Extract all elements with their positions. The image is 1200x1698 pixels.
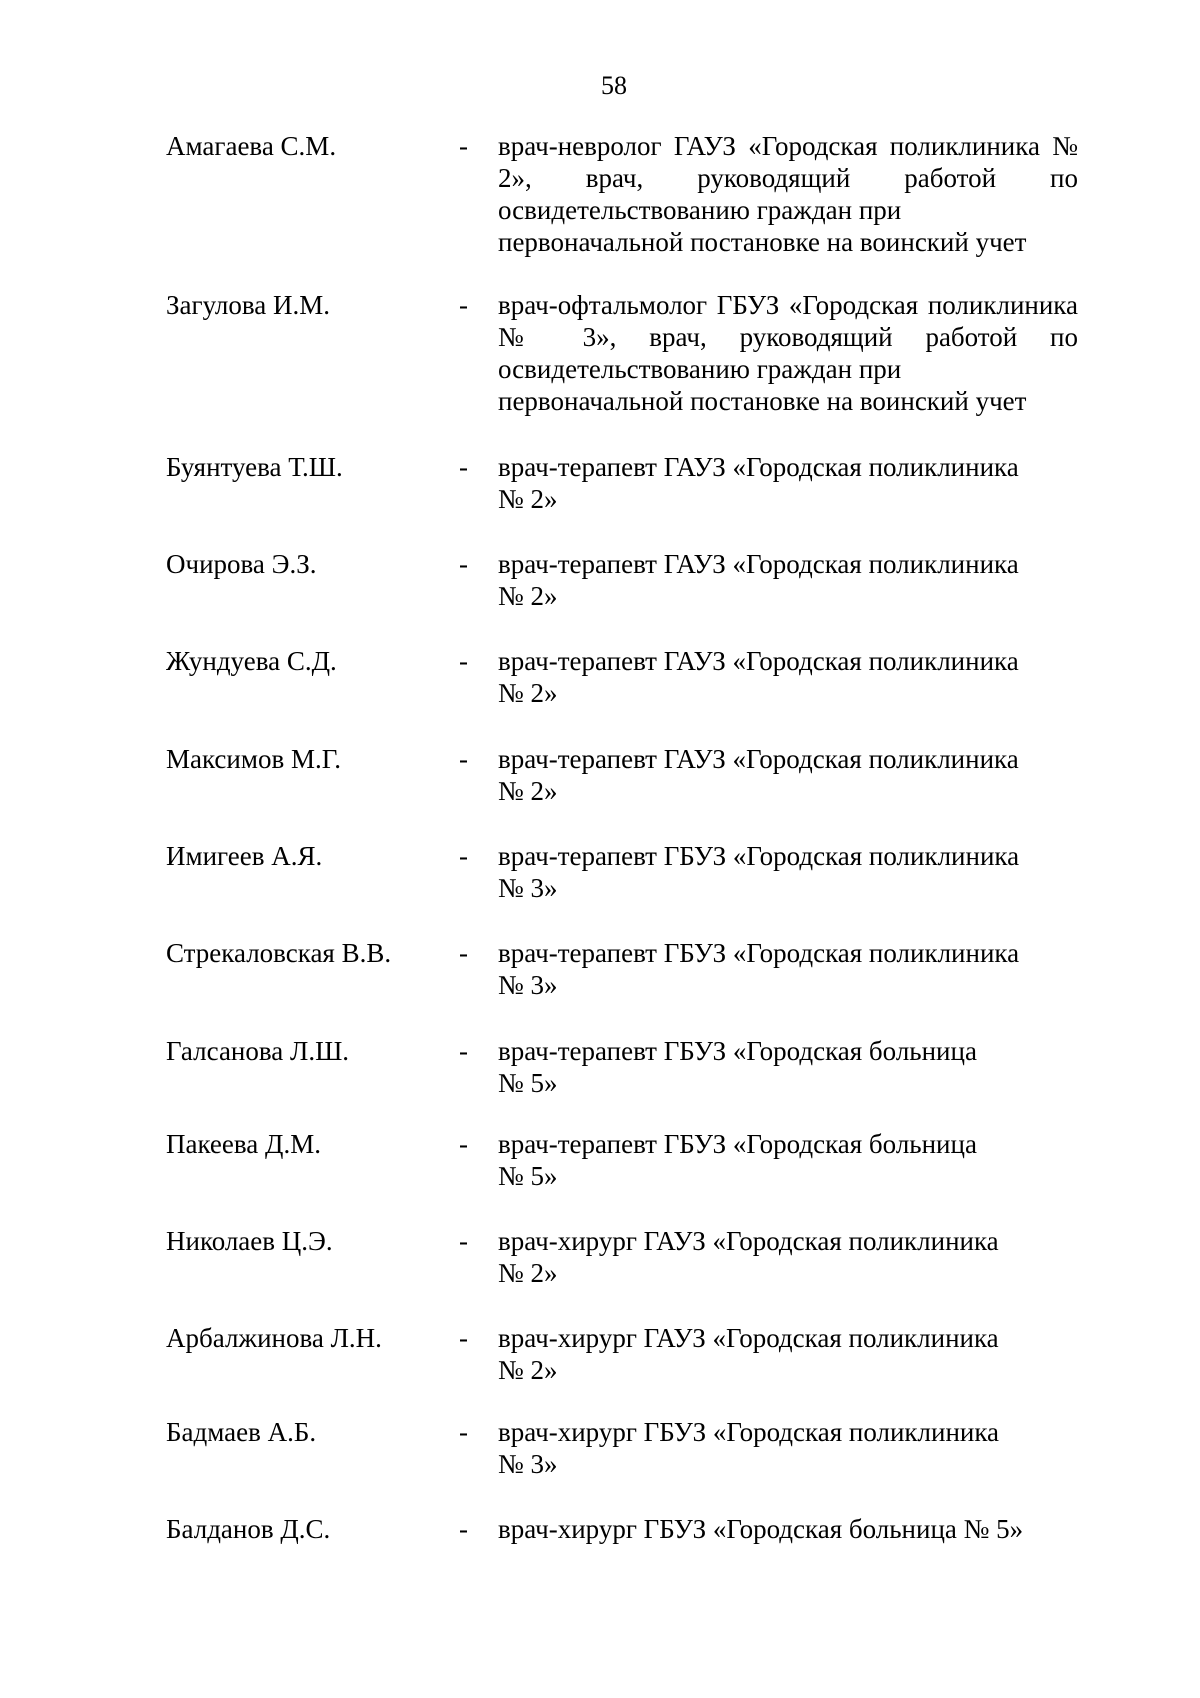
description-last-line: № 2»	[498, 581, 558, 611]
description-last-line: № 3»	[498, 970, 558, 1000]
person-name: Очирова Э.З.	[166, 549, 317, 579]
separator-dash: -	[459, 1129, 468, 1159]
description-text: врач-терапевт ГБУЗ «Городская поликлиника	[498, 938, 1020, 968]
position-description	[498, 937, 1078, 1001]
position-description	[498, 1128, 1078, 1192]
separator-dash: -	[459, 1226, 468, 1256]
description-text: врач-терапевт ГАУЗ «Городская поликлиника	[498, 744, 1019, 774]
description-text: врач-терапевт ГБУЗ «Городская больница	[498, 1129, 977, 1159]
position-description	[498, 1035, 1078, 1099]
person-name: Амагаева С.М.	[166, 131, 337, 161]
position-description	[498, 451, 1078, 515]
description-text: врач-терапевт ГАУЗ «Городская поликлиника	[498, 646, 1019, 676]
description-text: врач-хирург ГАУЗ «Городская поликлиника	[498, 1226, 999, 1256]
separator-dash: -	[459, 1417, 468, 1447]
description-last-line: № 5»	[498, 1068, 558, 1098]
position-description	[498, 1322, 1078, 1386]
person-name: Стрекаловская В.В.	[166, 938, 392, 968]
description-last-line: № 2»	[498, 1355, 558, 1385]
separator-dash: -	[459, 646, 468, 676]
person-name: Имигеев А.Я.	[166, 841, 323, 871]
person-name: Буянтуева Т.Ш.	[166, 452, 343, 482]
person-name: Максимов М.Г.	[166, 744, 342, 774]
position-description	[498, 1225, 1078, 1289]
description-last-line: № 2»	[498, 1258, 558, 1288]
separator-dash: -	[459, 1323, 468, 1353]
position-description	[498, 548, 1078, 612]
description-text: врач-хирург ГБУЗ «Городская больница № 5»	[498, 1514, 1024, 1544]
person-name: Балданов Д.С.	[166, 1514, 331, 1544]
description-text: врач-терапевт ГАУЗ «Городская поликлиника	[498, 549, 1019, 579]
description-text: врач-хирург ГАУЗ «Городская поликлиника	[498, 1323, 999, 1353]
position-description	[498, 289, 1078, 417]
description-last-line: первоначальной постановке на воинский учет	[498, 227, 1027, 257]
description-text: врач-хирург ГБУЗ «Городская поликлиника	[498, 1417, 1000, 1447]
separator-dash: -	[459, 1036, 468, 1066]
position-description	[498, 840, 1078, 904]
person-name: Жундуева С.Д.	[166, 646, 337, 676]
description-last-line: № 3»	[498, 873, 558, 903]
description-last-line: № 5»	[498, 1161, 558, 1191]
description-last-line: № 2»	[498, 484, 558, 514]
separator-dash: -	[459, 938, 468, 968]
separator-dash: -	[459, 744, 468, 774]
position-description	[498, 645, 1078, 709]
separator-dash: -	[459, 290, 468, 320]
person-name: Николаев Ц.Э.	[166, 1226, 333, 1256]
separator-dash: -	[459, 841, 468, 871]
description-last-line: № 3»	[498, 1449, 558, 1479]
person-name: Бадмаев А.Б.	[166, 1417, 317, 1447]
position-description	[498, 1416, 1078, 1480]
position-description	[498, 1513, 1078, 1545]
position-description	[498, 130, 1078, 258]
separator-dash: -	[459, 452, 468, 482]
description-text: врач-офтальмолог ГБУЗ «Городская поликлиника № 3», врач, руководящий работой по освидетельствованию граждан при	[498, 290, 1078, 384]
page-number: 58	[601, 71, 627, 100]
description-last-line: первоначальной постановке на воинский учет	[498, 386, 1027, 416]
person-name: Арбалжинова Л.Н.	[166, 1323, 382, 1353]
description-last-line: № 2»	[498, 776, 558, 806]
separator-dash: -	[459, 1514, 468, 1544]
description-text: врач-терапевт ГБУЗ «Городская поликлиника	[498, 841, 1020, 871]
description-text: врач-терапевт ГАУЗ «Городская поликлиника	[498, 452, 1019, 482]
description-last-line: № 2»	[498, 678, 558, 708]
description-text: врач-терапевт ГБУЗ «Городская больница	[498, 1036, 977, 1066]
position-description	[498, 743, 1078, 807]
separator-dash: -	[459, 131, 468, 161]
description-text: врач-невролог ГАУЗ «Городская поликлиника № 2», врач, руководящий работой по освидетельствованию граждан при	[498, 131, 1078, 225]
separator-dash: -	[459, 549, 468, 579]
person-name: Загулова И.М.	[166, 290, 331, 320]
person-name: Галсанова Л.Ш.	[166, 1036, 350, 1066]
person-name: Пакеева Д.М.	[166, 1129, 321, 1159]
